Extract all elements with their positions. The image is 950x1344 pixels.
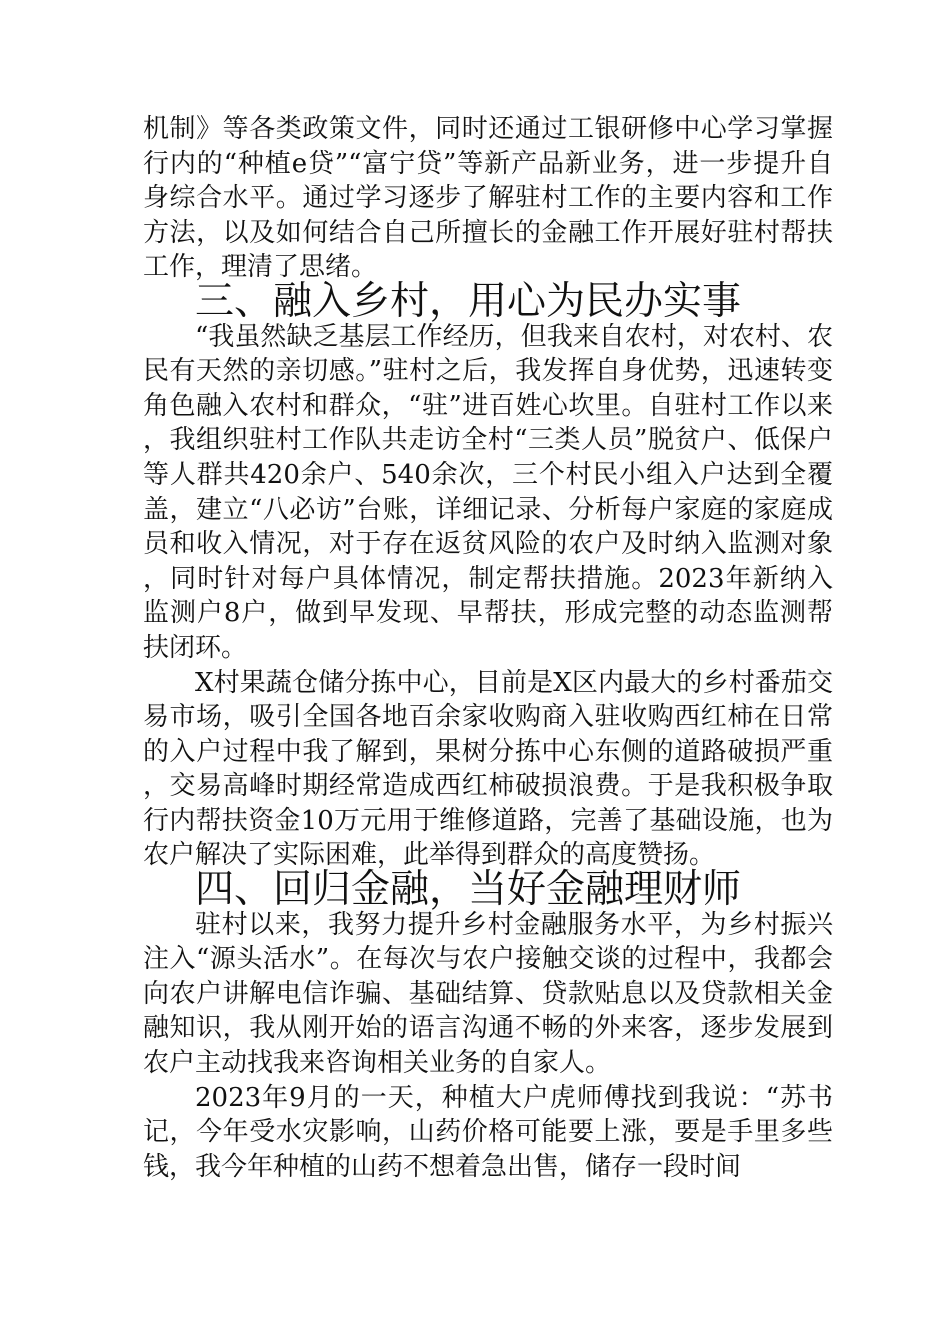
paragraph-village-visits: “我虽然缺乏基层工作经历，但我来自农村，对农村、农民有天然的亲切感。”驻村之后，我发挥自身优势，迅速转变角色融入农村和群众，“驻”进百姓心坎里。自驻村工作以来，我组织驻村工作队共走访全村“三类人员”脱贫户、低保户等人群共420余户、540余次，三个村民小组入户达到全覆盖，建立“八必访”台账，详细记录、分析每户家庭的家庭成员和收入情况，对于存在返贫风险的农户及时纳入监测对象，同时针对每户具体情况，制定帮扶措施。2023年新纳入监测户8户，做到早发现、早帮扶，形成完整的动态监测帮扶闭环。 [143,321,833,663]
paragraph-financial-services: 驻村以来，我努力提升乡村金融服务水平，为乡村振兴注入“源头活水”。在每次与农户接触交谈的过程中，我都会向农户讲解电信诈骗、基础结算、贷款贴息以及贷款相关金融知识，我从刚开始的语言沟通不畅的外来客，逐步发展到农户主动找我来咨询相关业务的自家人。 [143,909,833,1079]
paragraph-farmer-story: 2023年9月的一天，种植大户虎师傅找到我说：“苏书记，今年受水灾影响，山药价格可能要上涨，要是手里多些钱，我今年种植的山药不想着急出售，储存一段时间 [143,1082,833,1182]
paragraph-sorting-center-road: X村果蔬仓储分拣中心，目前是X区内最大的乡村番茄交易市场，吸引全国各地百余家收购商入驻收购西红柿在日常的入户过程中我了解到，果树分拣中心东侧的道路破损严重，交易高峰时期经常造成西红柿破损浪费。于是我积极争取行内帮扶资金10万元用于维修道路，完善了基础设施，也为农户解决了实际困难，此举得到群众的高度赞扬。 [143,667,833,871]
section-heading-4: 四、回归金融，当好金融理财师 [195,867,742,913]
section-heading-3: 三、融入乡村，用心为民办实事 [195,278,742,324]
document-page [143,112,833,1184]
paragraph-policy-study: 机制》等各类政策文件，同时还通过工银研修中心学习掌握行内的“种植e贷”“富宁贷”等新产品新业务，进一步提升自身综合水平。通过学习逐步了解驻村工作的主要内容和工作方法，以及如何结合自己所擅长的金融工作开展好驻村帮扶工作，理清了思绪。 [143,114,833,283]
